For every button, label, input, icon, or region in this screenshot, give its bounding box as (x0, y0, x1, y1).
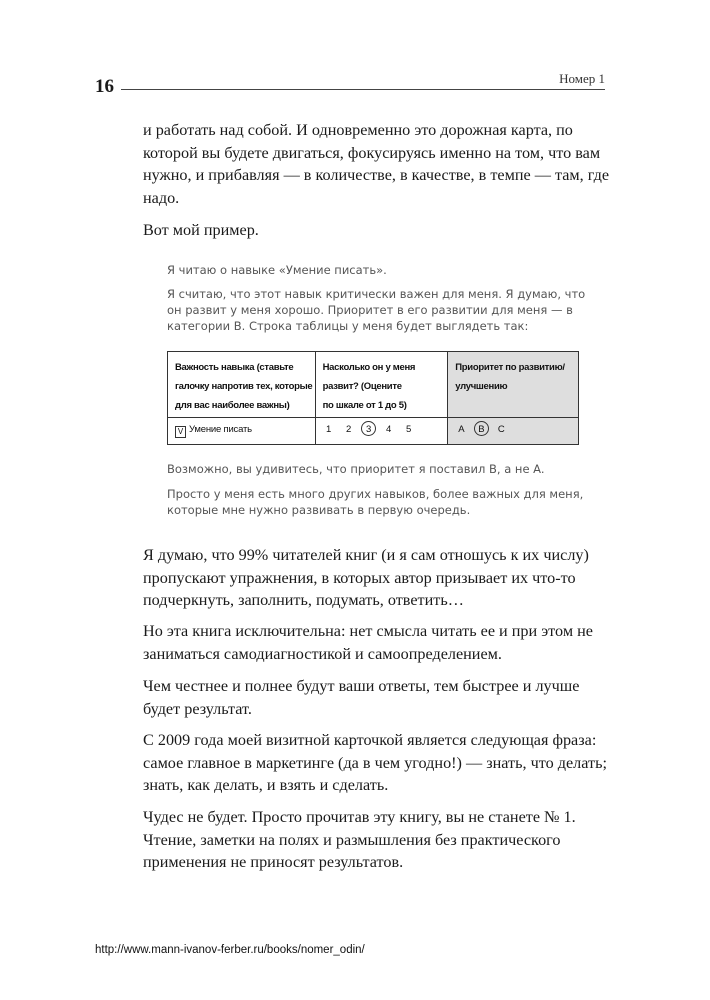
running-title: Номер 1 (559, 71, 605, 86)
scale-option: 1 (326, 424, 332, 435)
paragraph: С 2009 года моей визитной карточкой является следующая фраза: самое главное в маркетинге (да в чем угодно!) — знать, что делать; знать, как делать, и взять и сделать. (143, 731, 607, 794)
priority-option: A (458, 424, 465, 435)
header-rule (121, 89, 605, 90)
example-paragraph: Просто у меня есть много других навыков, более важных для меня, которые мне нужно развивать в первую очередь. (167, 487, 584, 517)
scale-option: 2 (346, 424, 352, 435)
paragraph: Но эта книга исключительна: нет смысла читать ее и при этом не заниматься самодиагностикой и самоопределением. (143, 622, 593, 663)
table-cell-priority (448, 418, 579, 445)
skill-table (167, 351, 579, 445)
footer-url: http://www.mann-ivanov-ferber.ru/books/nomer_odin/ (95, 944, 365, 956)
scale-option: 5 (406, 424, 412, 435)
table-header-level: Насколько он у меня развит? (Оцените по шкале от 1 до 5) (315, 352, 448, 418)
table-header-row (168, 352, 579, 418)
tick-box: V (175, 426, 186, 438)
table-header-importance: Важность навыка (ставьте галочку напротив тех, которые для вас наиболее важны) (168, 352, 316, 418)
paragraph: Чем честнее и полнее будут ваши ответы, тем быстрее и лучше будет результат. (143, 677, 580, 718)
example-paragraph: Я считаю, что этот навык критически важен для меня. Я думаю, что он развит у меня хорошо. Приоритет в его развитии для меня — в категории B. Строка таблицы у меня будет выглядеть так: (167, 287, 586, 333)
table-row (168, 418, 579, 445)
priority-option: C (497, 424, 505, 435)
paragraph: Я думаю, что 99% читателей книг (и я сам отношусь к их числу) пропускают упражнения, в которых автор призывает их что-то подчеркнуть, заполнить, подумать, ответить… (143, 546, 589, 609)
paragraph: Чудес не будет. Просто прочитав эту книгу, вы не станете № 1. Чтение, заметки на полях и размышления без практического применения не приносят результатов. (143, 808, 576, 871)
scale-option-circled: 3 (359, 424, 379, 435)
table-header-priority: Приоритет по развитию/ улучшению (448, 352, 579, 418)
table-cell-skill (168, 418, 316, 445)
priority-option-circled: B (471, 424, 491, 435)
table-cell-scale (315, 418, 448, 445)
example-paragraph: Я читаю о навыке «Умение писать». (167, 263, 387, 277)
skill-name: Умение писать (189, 424, 252, 435)
paragraph: Вот мой пример. (143, 221, 259, 239)
scale-option: 4 (386, 424, 392, 435)
paragraph: и работать над собой. И одновременно это дорожная карта, по которой вы будете двигаться, фокусируясь именно на том, что вам нужно, и прибавляя — в количестве, в качестве, в темпе — там, где надо. (143, 121, 610, 207)
example-paragraph: Возможно, вы удивитесь, что приоритет я поставил B, а не A. (167, 462, 545, 476)
page-number: 16 (95, 76, 114, 97)
